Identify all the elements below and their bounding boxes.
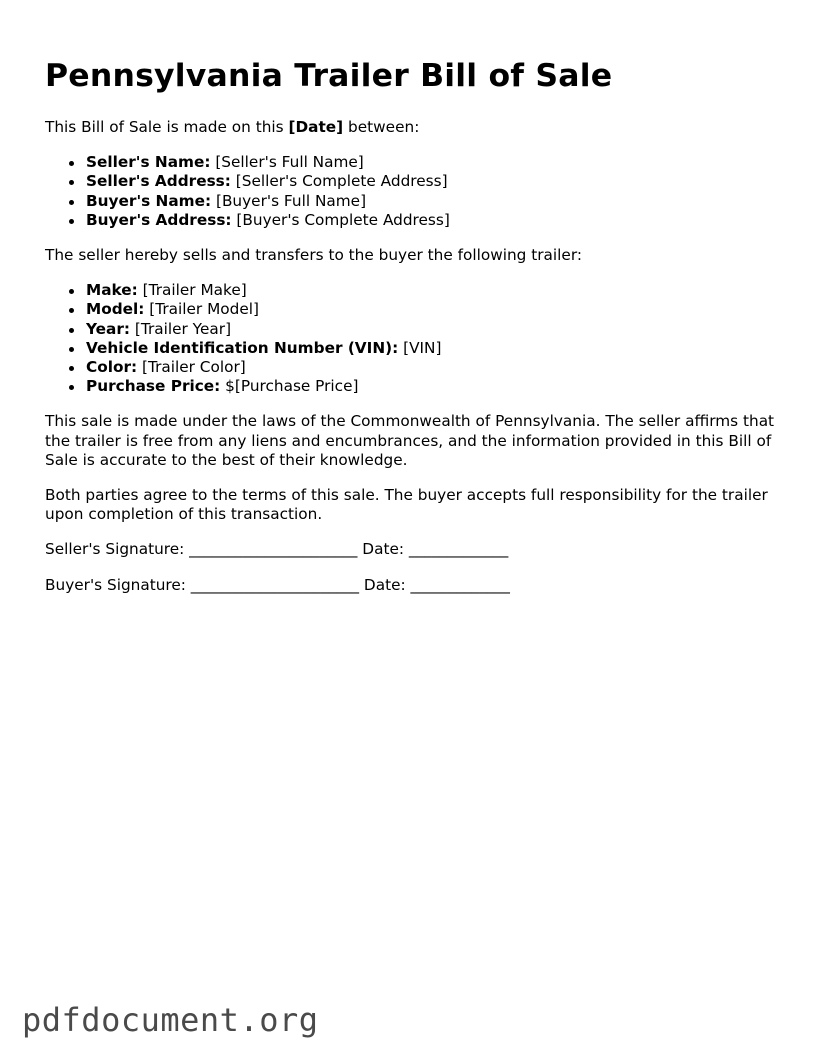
list-item-purchase-price: [86, 377, 785, 396]
seller-signature-line: Seller's Signature: ______________________ Date: _____________: [45, 540, 509, 559]
list-item-color: [86, 358, 785, 377]
list-item-label: Seller's Address:: [86, 172, 231, 191]
list-item-year: [86, 320, 785, 339]
list-item-label: Buyer's Address:: [86, 210, 232, 229]
intro-date-placeholder: [Date]: [288, 118, 344, 136]
intro-paragraph: [45, 118, 785, 137]
intro-text-before: This Bill of Sale is made on this: [45, 118, 289, 136]
trailer-details-list: [45, 281, 785, 396]
list-item-label: Year:: [86, 319, 131, 338]
list-item-label: Vehicle Identification Number (VIN):: [86, 338, 399, 357]
list-item-label: Purchase Price:: [86, 377, 221, 396]
list-item-value: [Trailer Model]: [144, 300, 259, 319]
list-item-make: [86, 281, 785, 300]
list-item-model: [86, 300, 785, 319]
document-title: Pennsylvania Trailer Bill of Sale: [45, 58, 613, 94]
list-item-buyer-address: [86, 211, 785, 230]
transfer-paragraph: The seller hereby sells and transfers to the buyer the following trailer:: [45, 246, 582, 265]
list-item-value: [Trailer Make]: [137, 281, 247, 300]
list-item-label: Color:: [86, 358, 138, 377]
list-item-value: $[Purchase Price]: [220, 377, 359, 396]
document-page: [45, 56, 785, 595]
list-item-seller-name: [86, 153, 785, 172]
agreement-paragraph: Both parties agree to the terms of this sale. The buyer accepts full responsibility for the trailer upon completion of this transaction.: [45, 486, 768, 524]
list-item-value: [Seller's Complete Address]: [230, 172, 448, 191]
list-item-value: [Seller's Full Name]: [210, 153, 364, 172]
list-item-label: Seller's Name:: [86, 153, 211, 172]
list-item-value: [Trailer Color]: [137, 358, 246, 377]
laws-paragraph: This sale is made under the laws of the Commonwealth of Pennsylvania. The seller affirms that the trailer is free from any liens and encumbrances, and the information provided in this Bill of Sale is accurate to the best of their knowledge.: [45, 412, 775, 469]
list-item-label: Model:: [86, 300, 145, 319]
footer-watermark: pdfdocument.org: [22, 1001, 319, 1039]
list-item-buyer-name: [86, 192, 785, 211]
list-item-seller-address: [86, 172, 785, 191]
buyer-signature-line: Buyer's Signature: ______________________ Date: _____________: [45, 575, 510, 594]
list-item-value: [Buyer's Complete Address]: [231, 210, 450, 229]
list-item-label: Make:: [86, 281, 138, 300]
list-item-label: Buyer's Name:: [86, 191, 212, 210]
list-item-value: [VIN]: [398, 338, 442, 357]
intro-text-after: between:: [343, 118, 420, 136]
list-item-vin: [86, 339, 785, 358]
list-item-value: [Trailer Year]: [130, 319, 232, 338]
list-item-value: [Buyer's Full Name]: [211, 191, 367, 210]
parties-list: [45, 153, 785, 230]
